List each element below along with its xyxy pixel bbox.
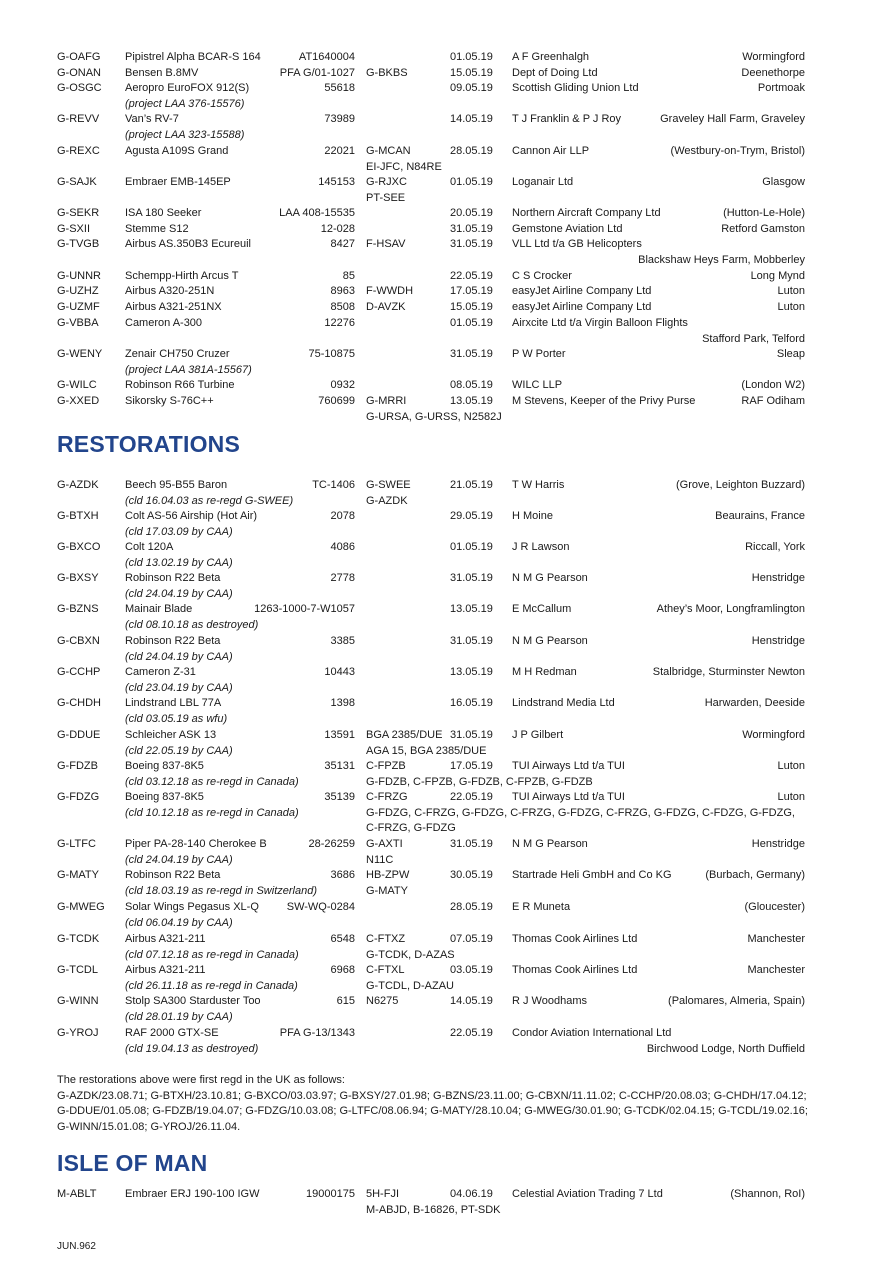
entry-prev: C-FRZG [366, 791, 408, 803]
entry-prev2: M-ABJD, B-16826, PT-SDK [366, 1203, 501, 1216]
entry-type: Beech 95-B55 Baron [125, 479, 228, 491]
entry-cn: 12-028 [320, 223, 355, 235]
entry-date: 15.05.19 [450, 301, 493, 313]
entry-cn: 3385 [330, 635, 355, 647]
entry-type: Schleicher ASK 13 [125, 729, 217, 741]
entry-owner: H Moine [512, 510, 553, 522]
entry-reg: G-UZMF [57, 301, 100, 313]
entry-prev: F-WWDH [366, 285, 414, 297]
entry-cn: 75-10875 [308, 348, 355, 360]
entry-owner: M Stevens, Keeper of the Privy Purse [512, 395, 696, 407]
entry-type: Stolp SA300 Starduster Too [125, 995, 261, 1007]
entry-type: Van’s RV-7 [125, 113, 179, 125]
entry-reg: G-WILC [57, 379, 97, 391]
entry-owner: Gemstone Aviation Ltd [512, 223, 623, 235]
entry-date: 13.05.19 [450, 603, 493, 615]
entry-note: (cld 26.11.18 as re-regd in Canada) [125, 979, 298, 992]
entry-type: Airbus A321-211 [125, 933, 206, 945]
entry-type: Robinson R22 Beta [125, 572, 221, 584]
entry-prev2: G-AZDK [366, 494, 408, 507]
entry-date: 01.05.19 [450, 317, 493, 329]
entry-type: Aeropro EuroFOX 912(S) [125, 82, 250, 94]
entry-cn: 13591 [324, 729, 355, 741]
entry-date: 09.05.19 [450, 82, 493, 94]
entry-owner: Airxcite Ltd t/a Virgin Balloon Flights [512, 317, 688, 329]
entry-cn: 6968 [330, 964, 355, 976]
entry-date: 04.06.19 [450, 1188, 493, 1200]
entry-cn: 85 [342, 270, 355, 282]
entry-type: Embraer EMB-145EP [125, 176, 231, 188]
entry-prev2: G-MATY [366, 884, 408, 897]
entry-reg: G-MATY [57, 869, 99, 881]
entry-date: 22.05.19 [450, 1027, 493, 1039]
entry-owner: A F Greenhalgh [512, 51, 590, 63]
entry-reg: G-LTFC [57, 838, 96, 850]
entry-reg: M-ABLT [57, 1188, 97, 1200]
entry-location: Luton [777, 301, 805, 313]
entry-cn: 0932 [330, 379, 355, 391]
entry-owner: Cannon Air LLP [512, 145, 590, 157]
entry-note: (cld 13.02.19 by CAA) [125, 556, 233, 569]
entry-reg: G-SAJK [57, 176, 97, 188]
entry-reg: G-SEKR [57, 207, 100, 219]
entry-location: RAF Odiham [741, 395, 805, 407]
entry-owner: Celestial Aviation Trading 7 Ltd [512, 1188, 663, 1200]
entry-reg: G-WINN [57, 995, 99, 1007]
entry-cn: 12276 [324, 317, 355, 329]
entry-note: (project LAA 323-15588) [125, 128, 245, 141]
entry-date: 22.05.19 [450, 791, 493, 803]
entry-date: 03.05.19 [450, 964, 493, 976]
entry-owner: easyJet Airline Company Ltd [512, 285, 652, 297]
section-title-isle-of-man: ISLE OF MAN [57, 1150, 208, 1176]
entry-cn: 615 [336, 995, 355, 1007]
entry-location: Glasgow [762, 176, 805, 188]
entry-date: 15.05.19 [450, 67, 493, 79]
entry-location: Wormingford [742, 51, 805, 63]
entry-owner: R J Woodhams [512, 995, 587, 1007]
entry-location: Harwarden, Deeside [704, 697, 805, 709]
entry-date: 31.05.19 [450, 572, 493, 584]
entry-location: (Burbach, Germany) [705, 869, 805, 881]
entry-cn: 3686 [330, 869, 355, 881]
entry-cn: PFA G/01-1027 [279, 67, 355, 79]
entry-date: 20.05.19 [450, 207, 493, 219]
entry-type: Cameron Z-31 [125, 666, 196, 678]
entry-reg: G-TCDL [57, 964, 98, 976]
entry-owner: N M G Pearson [512, 635, 588, 647]
entry-type: Sikorsky S-76C++ [125, 395, 214, 407]
entry-reg: G-FDZB [57, 760, 98, 772]
entry-type: Solar Wings Pegasus XL-Q [125, 901, 259, 913]
entry-date: 31.05.19 [450, 238, 493, 250]
entry-type: Robinson R66 Turbine [125, 379, 235, 391]
entry-owner: Thomas Cook Airlines Ltd [512, 933, 638, 945]
entry-reg: G-FDZG [57, 791, 100, 803]
entry-type: Zenair CH750 Cruzer [125, 348, 230, 360]
entry-reg: G-DDUE [57, 729, 101, 741]
entry-type: Pipistrel Alpha BCAR-S 164 [125, 51, 261, 63]
entry-date: 21.05.19 [450, 479, 493, 491]
entry-prev: BGA 2385/DUE [366, 729, 443, 741]
entry-date: 31.05.19 [450, 838, 493, 850]
entry-prev2: PT-SEE [366, 191, 406, 204]
entry-note: (cld 03.12.18 as re-regd in Canada) [125, 775, 299, 788]
entry-date: 14.05.19 [450, 995, 493, 1007]
entry-owner: E McCallum [512, 603, 572, 615]
entry-reg: G-WENY [57, 348, 103, 360]
entry-location2: Birchwood Lodge, North Duffield [646, 1042, 805, 1055]
entry-date: 01.05.19 [450, 541, 493, 553]
entry-prev2: G-FDZG, C-FRZG, G-FDZG, C-FRZG, G-FDZG, C-FRZG, G-FDZG, C-FDZG, G-FDZG, [366, 806, 795, 819]
entry-location: (Grove, Leighton Buzzard) [675, 479, 805, 491]
entry-prev: G-RJXC [366, 176, 407, 188]
entry-note: (cld 18.03.19 as re-regd in Switzerland) [125, 884, 317, 897]
entry-owner: J P Gilbert [512, 729, 564, 741]
entry-owner: N M G Pearson [512, 572, 588, 584]
entry-note: (cld 24.04.19 by CAA) [125, 853, 233, 866]
entry-owner: TUI Airways Ltd t/a TUI [512, 791, 625, 803]
entry-location: Portmoak [757, 82, 805, 94]
entry-reg: G-OSGC [57, 82, 102, 94]
entry-type: Embraer ERJ 190-100 IGW [125, 1188, 260, 1200]
entry-date: 17.05.19 [450, 285, 493, 297]
entry-location: Luton [777, 285, 805, 297]
entry-type: Schempp-Hirth Arcus T [125, 270, 239, 282]
entry-cn: TC-1406 [312, 479, 355, 491]
entry-owner: M H Redman [512, 666, 577, 678]
entry-cn: 35139 [324, 791, 355, 803]
entry-date: 13.05.19 [450, 666, 493, 678]
entry-reg: G-BXSY [57, 572, 99, 584]
entry-cn: 8508 [330, 301, 355, 313]
entry-reg: G-BZNS [57, 603, 99, 615]
entry-reg: G-SXII [57, 223, 91, 235]
entry-location: Wormingford [742, 729, 805, 741]
entry-type: Stemme S12 [125, 223, 189, 235]
entry-owner: WILC LLP [512, 379, 563, 391]
entry-owner: VLL Ltd t/a GB Helicopters [512, 238, 642, 250]
entry-location: Henstridge [751, 572, 805, 584]
entry-prev: G-BKBS [366, 67, 408, 79]
entry-type: Airbus A321-211 [125, 964, 206, 976]
entry-prev2: AGA 15, BGA 2385/DUE [366, 744, 487, 757]
entry-type: Airbus A320-251N [125, 285, 215, 297]
entry-location: Retford Gamston [721, 223, 805, 235]
entry-type: Airbus A321-251NX [125, 301, 222, 313]
entry-date: 31.05.19 [450, 348, 493, 360]
entry-note: (cld 28.01.19 by CAA) [125, 1010, 233, 1023]
entry-prev: G-MRRI [366, 395, 407, 407]
entry-note: (cld 24.04.19 by CAA) [125, 650, 233, 663]
entry-location: Manchester [747, 964, 805, 976]
entry-cn: 2078 [330, 510, 355, 522]
entry-type: Mainair Blade [125, 603, 193, 615]
entry-note: (cld 22.05.19 by CAA) [125, 744, 233, 757]
entry-note: (cld 17.03.09 by CAA) [125, 525, 233, 538]
entry-note: (project LAA 376-15576) [125, 97, 245, 110]
entry-date: 31.05.19 [450, 729, 493, 741]
entry-note: (cld 08.10.18 as destroyed) [125, 618, 259, 631]
entry-date: 07.05.19 [450, 933, 493, 945]
entry-cn: 760699 [318, 395, 355, 407]
entry-cn: PFA G-13/1343 [279, 1027, 355, 1039]
entry-location: Deenethorpe [741, 67, 805, 79]
entry-owner: E R Muneta [512, 901, 571, 913]
entry-owner: Loganair Ltd [512, 176, 574, 188]
entry-owner: J R Lawson [512, 541, 570, 553]
entry-reg: G-MWEG [57, 901, 105, 913]
entry-prev: 5H-FJI [366, 1188, 399, 1200]
entry-location: (Westbury-on-Trym, Bristol) [670, 145, 805, 157]
entry-prev: N6275 [366, 995, 399, 1007]
entry-owner: P W Porter [512, 348, 566, 360]
entry-type: Piper PA-28-140 Cherokee B [125, 838, 267, 850]
entry-reg: G-TCDK [57, 933, 100, 945]
entry-location2: Stafford Park, Telford [702, 332, 805, 345]
entry-reg: G-REXC [57, 145, 100, 157]
entry-type: Boeing 837-8K5 [125, 791, 204, 803]
entry-location: Beaurains, France [715, 510, 805, 522]
entry-reg: G-UZHZ [57, 285, 99, 297]
entry-type: Boeing 837-8K5 [125, 760, 204, 772]
entry-type: Lindstrand LBL 77A [125, 697, 222, 709]
entry-note: (cld 16.04.03 as re-regd G-SWEE) [125, 494, 294, 507]
entry-reg: G-CBXN [57, 635, 100, 647]
entry-prev2: G-TCDL, D-AZAU [366, 979, 454, 992]
entry-owner: Startrade Heli GmbH and Co KG [512, 869, 672, 881]
entry-type: Bensen B.8MV [125, 67, 199, 79]
entry-prev: C-FTXZ [366, 933, 406, 945]
entry-location: Long Mynd [750, 270, 805, 282]
entry-owner: T J Franklin & P J Roy [512, 113, 622, 125]
entry-date: 01.05.19 [450, 51, 493, 63]
entry-owner: Scottish Gliding Union Ltd [512, 82, 639, 94]
entry-note: (cld 03.05.19 as wfu) [125, 712, 228, 725]
entry-date: 31.05.19 [450, 635, 493, 647]
entry-location: (Palomares, Almeria, Spain) [668, 995, 805, 1007]
entry-prev: G-SWEE [366, 479, 411, 491]
entry-cn: 4086 [330, 541, 355, 553]
entry-location: Athey’s Moor, Longframlington [656, 603, 805, 615]
entry-type: Agusta A109S Grand [125, 145, 229, 157]
entry-prev2: N11C [366, 853, 394, 866]
restorations-note-intro: The restorations above were first regd in the UK as follows: [57, 1074, 345, 1086]
entry-owner: Lindstrand Media Ltd [512, 697, 615, 709]
entry-cn: 55618 [324, 82, 355, 94]
entry-note: (cld 10.12.18 as re-regd in Canada) [125, 806, 299, 819]
entry-note: (cld 19.04.13 as destroyed) [125, 1042, 259, 1055]
entry-date: 29.05.19 [450, 510, 493, 522]
entry-date: 16.05.19 [450, 697, 493, 709]
entry-cn: 1263-1000-7-W1057 [254, 603, 355, 615]
entry-cn: 35131 [324, 760, 355, 772]
entry-prev: HB-ZPW [366, 869, 410, 881]
entry-note: (project LAA 381A-15567) [125, 363, 252, 376]
entry-owner: T W Harris [512, 479, 565, 491]
entry-location: Sleap [776, 348, 805, 360]
entry-reg: G-BTXH [57, 510, 99, 522]
entry-reg: G-UNNR [57, 270, 101, 282]
entry-note: (cld 07.12.18 as re-regd in Canada) [125, 948, 299, 961]
entry-reg: G-TVGB [57, 238, 100, 250]
entry-owner: Thomas Cook Airlines Ltd [512, 964, 638, 976]
entry-type: Airbus AS.350B3 Ecureuil [125, 238, 251, 250]
entry-reg: G-XXED [57, 395, 100, 407]
entry-prev2: G-FDZB, C-FPZB, G-FDZB, C-FPZB, G-FDZB [366, 775, 593, 788]
entry-location: Graveley Hall Farm, Graveley [660, 113, 805, 125]
entry-prev2: EI-JFC, N84RE [366, 160, 442, 173]
entry-reg: G-REVV [57, 113, 100, 125]
entry-location: Luton [777, 760, 805, 772]
entry-type: Robinson R22 Beta [125, 869, 221, 881]
entry-note: (cld 06.04.19 by CAA) [125, 916, 233, 929]
entry-date: 14.05.19 [450, 113, 493, 125]
entry-owner: TUI Airways Ltd t/a TUI [512, 760, 625, 772]
entry-location: (Gloucester) [744, 901, 805, 913]
entry-location: Stalbridge, Sturminster Newton [652, 666, 805, 678]
entry-prev: F-HSAV [366, 238, 406, 250]
entry-location: Manchester [747, 933, 805, 945]
entry-owner: C S Crocker [512, 270, 572, 282]
entry-cn: LAA 408-15535 [279, 207, 355, 219]
entry-location: Henstridge [751, 635, 805, 647]
entry-note: (cld 24.04.19 by CAA) [125, 587, 233, 600]
entry-reg: G-CCHP [57, 666, 101, 678]
restorations-note [57, 1073, 817, 1135]
entry-type: Cameron A-300 [125, 317, 203, 329]
entry-type: ISA 180 Seeker [125, 207, 202, 219]
entry-reg: G-VBBA [57, 317, 99, 329]
entry-location: (Shannon, RoI) [730, 1188, 805, 1200]
entry-date: 28.05.19 [450, 145, 493, 157]
entry-date: 13.05.19 [450, 395, 493, 407]
entry-location2: Blackshaw Heys Farm, Mobberley [638, 253, 805, 266]
entry-reg: G-AZDK [57, 479, 99, 491]
entry-cn: 145153 [318, 176, 355, 188]
entry-prev: D-AVZK [366, 301, 406, 313]
entry-location: Luton [777, 791, 805, 803]
entry-prev: G-AXTI [366, 838, 403, 850]
entry-date: 17.05.19 [450, 760, 493, 772]
entry-type: Robinson R22 Beta [125, 635, 221, 647]
entry-cn: 8427 [330, 238, 355, 250]
entry-cn: 73989 [324, 113, 355, 125]
section-title-restorations: RESTORATIONS [57, 431, 241, 457]
entry-location: (Hutton-Le-Hole) [723, 207, 805, 219]
entry-reg: G-BXCO [57, 541, 101, 553]
entry-date: 01.05.19 [450, 176, 493, 188]
entry-type: Colt AS-56 Airship (Hot Air) [125, 510, 258, 522]
entry-cn: 1398 [330, 697, 355, 709]
entry-cn: 2778 [330, 572, 355, 584]
entry-cn: 8963 [330, 285, 355, 297]
entry-owner: N M G Pearson [512, 838, 588, 850]
page-footer: JUN.962 [57, 1241, 96, 1252]
entry-cn: SW-WQ-0284 [286, 901, 355, 913]
entry-date: 08.05.19 [450, 379, 493, 391]
entry-cn: 10443 [324, 666, 355, 678]
entry-cn: 19000175 [306, 1188, 355, 1200]
entry-owner: easyJet Airline Company Ltd [512, 301, 652, 313]
restorations-history: G-AZDK/23.08.71; G-BTXH/23.10.81; G-BXCO/03.03.97; G-BXSY/27.01.98; G-BZNS/23.11.00; G-CBXN/11.11.02; C-CCHP/20.08.03; G-CHDH/17.04.12; G-DDUE/01.05.08; G-FDZB/19.04.07; G-FDZG/10.03.08; G-LTFC/08.06.94; G-MATY/28.10.04; G-MWEG/30.01.90; G-TCDK/02.04.15; G-TCDL/19.02.16; G-WINN/15.01.08; G-YROJ/26.11.04. [57, 1089, 808, 1133]
entry-cn: 22021 [324, 145, 355, 157]
entry-prev: G-MCAN [366, 145, 411, 157]
entry-date: 31.05.19 [450, 223, 493, 235]
entry-prev: C-FPZB [366, 760, 406, 772]
entry-reg: G-YROJ [57, 1027, 99, 1039]
entry-type: RAF 2000 GTX-SE [125, 1027, 219, 1039]
entry-reg: G-ONAN [57, 67, 101, 79]
entry-reg: G-OAFG [57, 51, 101, 63]
entry-prev2: G-TCDK, D-AZAS [366, 948, 455, 961]
entry-cn: 28-26259 [308, 838, 355, 850]
entry-prev: C-FTXL [366, 964, 405, 976]
entry-cn: AT1640004 [298, 51, 355, 63]
entry-cn: 6548 [330, 933, 355, 945]
entry-prev3: C-FRZG, G-FDZG [366, 822, 456, 835]
entry-date: 22.05.19 [450, 270, 493, 282]
entry-prev2: G-URSA, G-URSS, N2582J [366, 410, 502, 423]
entry-date: 30.05.19 [450, 869, 493, 881]
entry-note: (cld 23.04.19 by CAA) [125, 681, 233, 694]
entry-location: Henstridge [751, 838, 805, 850]
entry-reg: G-CHDH [57, 697, 101, 709]
entry-date: 28.05.19 [450, 901, 493, 913]
entry-owner: Northern Aircraft Company Ltd [512, 207, 661, 219]
entry-type: Colt 120A [125, 541, 174, 553]
entry-location: Riccall, York [745, 541, 805, 553]
entry-owner: Dept of Doing Ltd [512, 67, 598, 79]
entry-location: (London W2) [741, 379, 805, 391]
entry-owner: Condor Aviation International Ltd [512, 1027, 672, 1039]
